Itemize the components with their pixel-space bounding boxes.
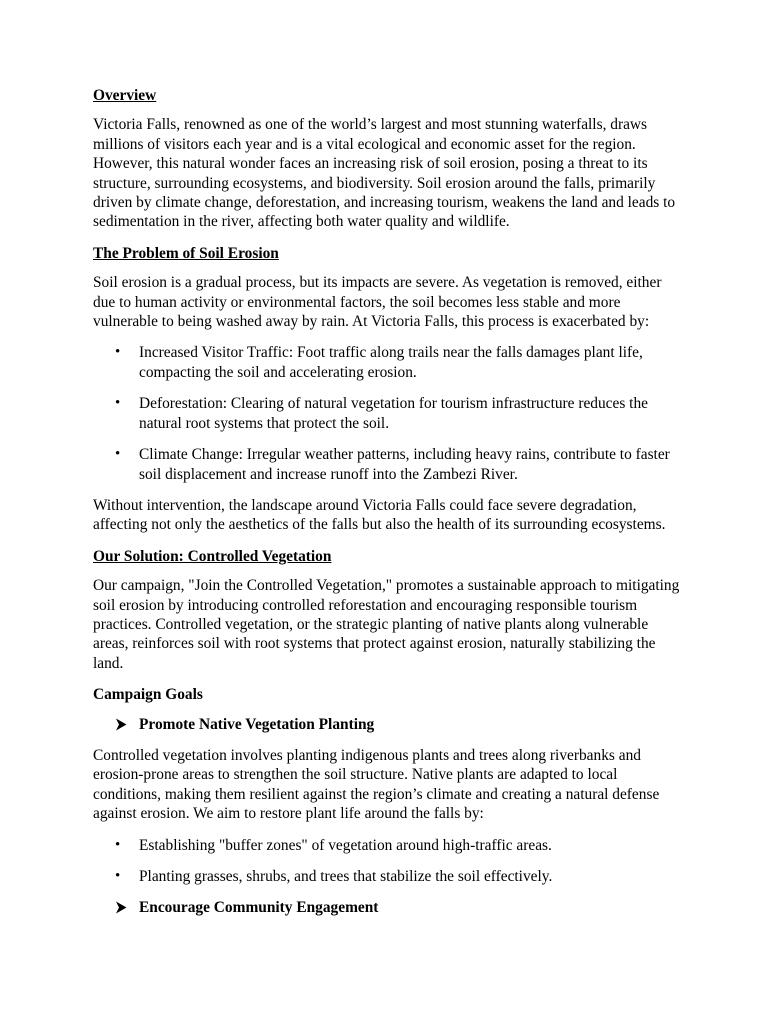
goal-2-title-text: Encourage Community Engagement [139, 899, 379, 917]
list-item [93, 394, 683, 433]
bullet-dot-icon: • [115, 344, 121, 361]
list-item-text: Establishing "buffer zones" of vegetation around high-traffic areas. [139, 836, 552, 854]
goal-1-title [93, 715, 683, 734]
solution-paragraph: Our campaign, "Join the Controlled Vegetation," promotes a sustainable approach to mitigating soil erosion by introducing controlled reforestation and encouraging responsible tourism practices. Controlled vegetation, or the strategic planting of native plants along vulnerable areas, reinforces soil with root systems that protect against erosion, naturally stabilizing the land. [93, 577, 680, 672]
overview-paragraph: Victoria Falls, renowned as one of the world’s largest and most stunning waterfalls, draws millions of visitors each year and is a vital ecological and economic asset for the region. However, this natural wonder faces an increasing risk of soil erosion, posing a threat to its structure, surrounding ecosystems, and biodiversity. Soil erosion around the falls, primarily driven by climate change, deforestation, and increasing tourism, weakens the land and leads to sedimentation in the river, affecting both water quality and wildlife. [93, 116, 676, 231]
campaign-goals-heading: Campaign Goals [93, 686, 203, 704]
problem-heading: The Problem of Soil Erosion [93, 244, 279, 262]
goal-2-title [93, 898, 683, 917]
document-page [93, 86, 683, 930]
list-item-text: Increased Visitor Traffic: Foot traffic along trails near the falls damages plant life, compacting the soil and accelerating erosion. [139, 344, 643, 381]
list-item [93, 836, 683, 855]
overview-heading: Overview [93, 87, 157, 104]
list-item [93, 445, 683, 484]
goal-1-bullet-list [93, 836, 683, 887]
list-item [93, 867, 683, 886]
problem-closing-paragraph: Without intervention, the landscape around Victoria Falls could face severe degradation, affecting not only the aesthetics of the falls but also the health of its surrounding ecosystems. [93, 496, 666, 534]
list-item-text: Planting grasses, shrubs, and trees that stabilize the soil effectively. [139, 868, 553, 885]
list-item-text: Climate Change: Irregular weather patterns, including heavy rains, contribute to faster soil displacement and increase runoff into the Zambezi River. [139, 446, 670, 483]
problem-paragraph: Soil erosion is a gradual process, but its impacts are severe. As vegetation is removed, either due to human activity or environmental factors, the soil becomes less stable and more vulnerable to being washed away by rain. At Victoria Falls, this process is exacerbated by: [93, 274, 662, 331]
goal-1-title-text: Promote Native Vegetation Planting [139, 715, 375, 733]
list-item-text: Deforestation: Clearing of natural vegetation for tourism infrastructure reduces the natural root systems that protect the soil. [139, 395, 648, 432]
list-item [93, 343, 683, 382]
bullet-dot-icon: • [115, 836, 121, 853]
bullet-dot-icon: • [115, 868, 121, 884]
solution-heading: Our Solution: Controlled Vegetation [93, 547, 332, 565]
goal-1-paragraph: Controlled vegetation involves planting indigenous plants and trees along riverbanks and erosion-prone areas to strengthen the soil structure. Native plants are adapted to local conditions, making them resilient against the region’s climate and creating a natural defense against erosion. We aim to restore plant life around the falls by: [93, 746, 660, 823]
bullet-dot-icon: • [115, 446, 121, 463]
problem-bullet-list [93, 343, 683, 483]
bullet-dot-icon: • [115, 395, 121, 412]
